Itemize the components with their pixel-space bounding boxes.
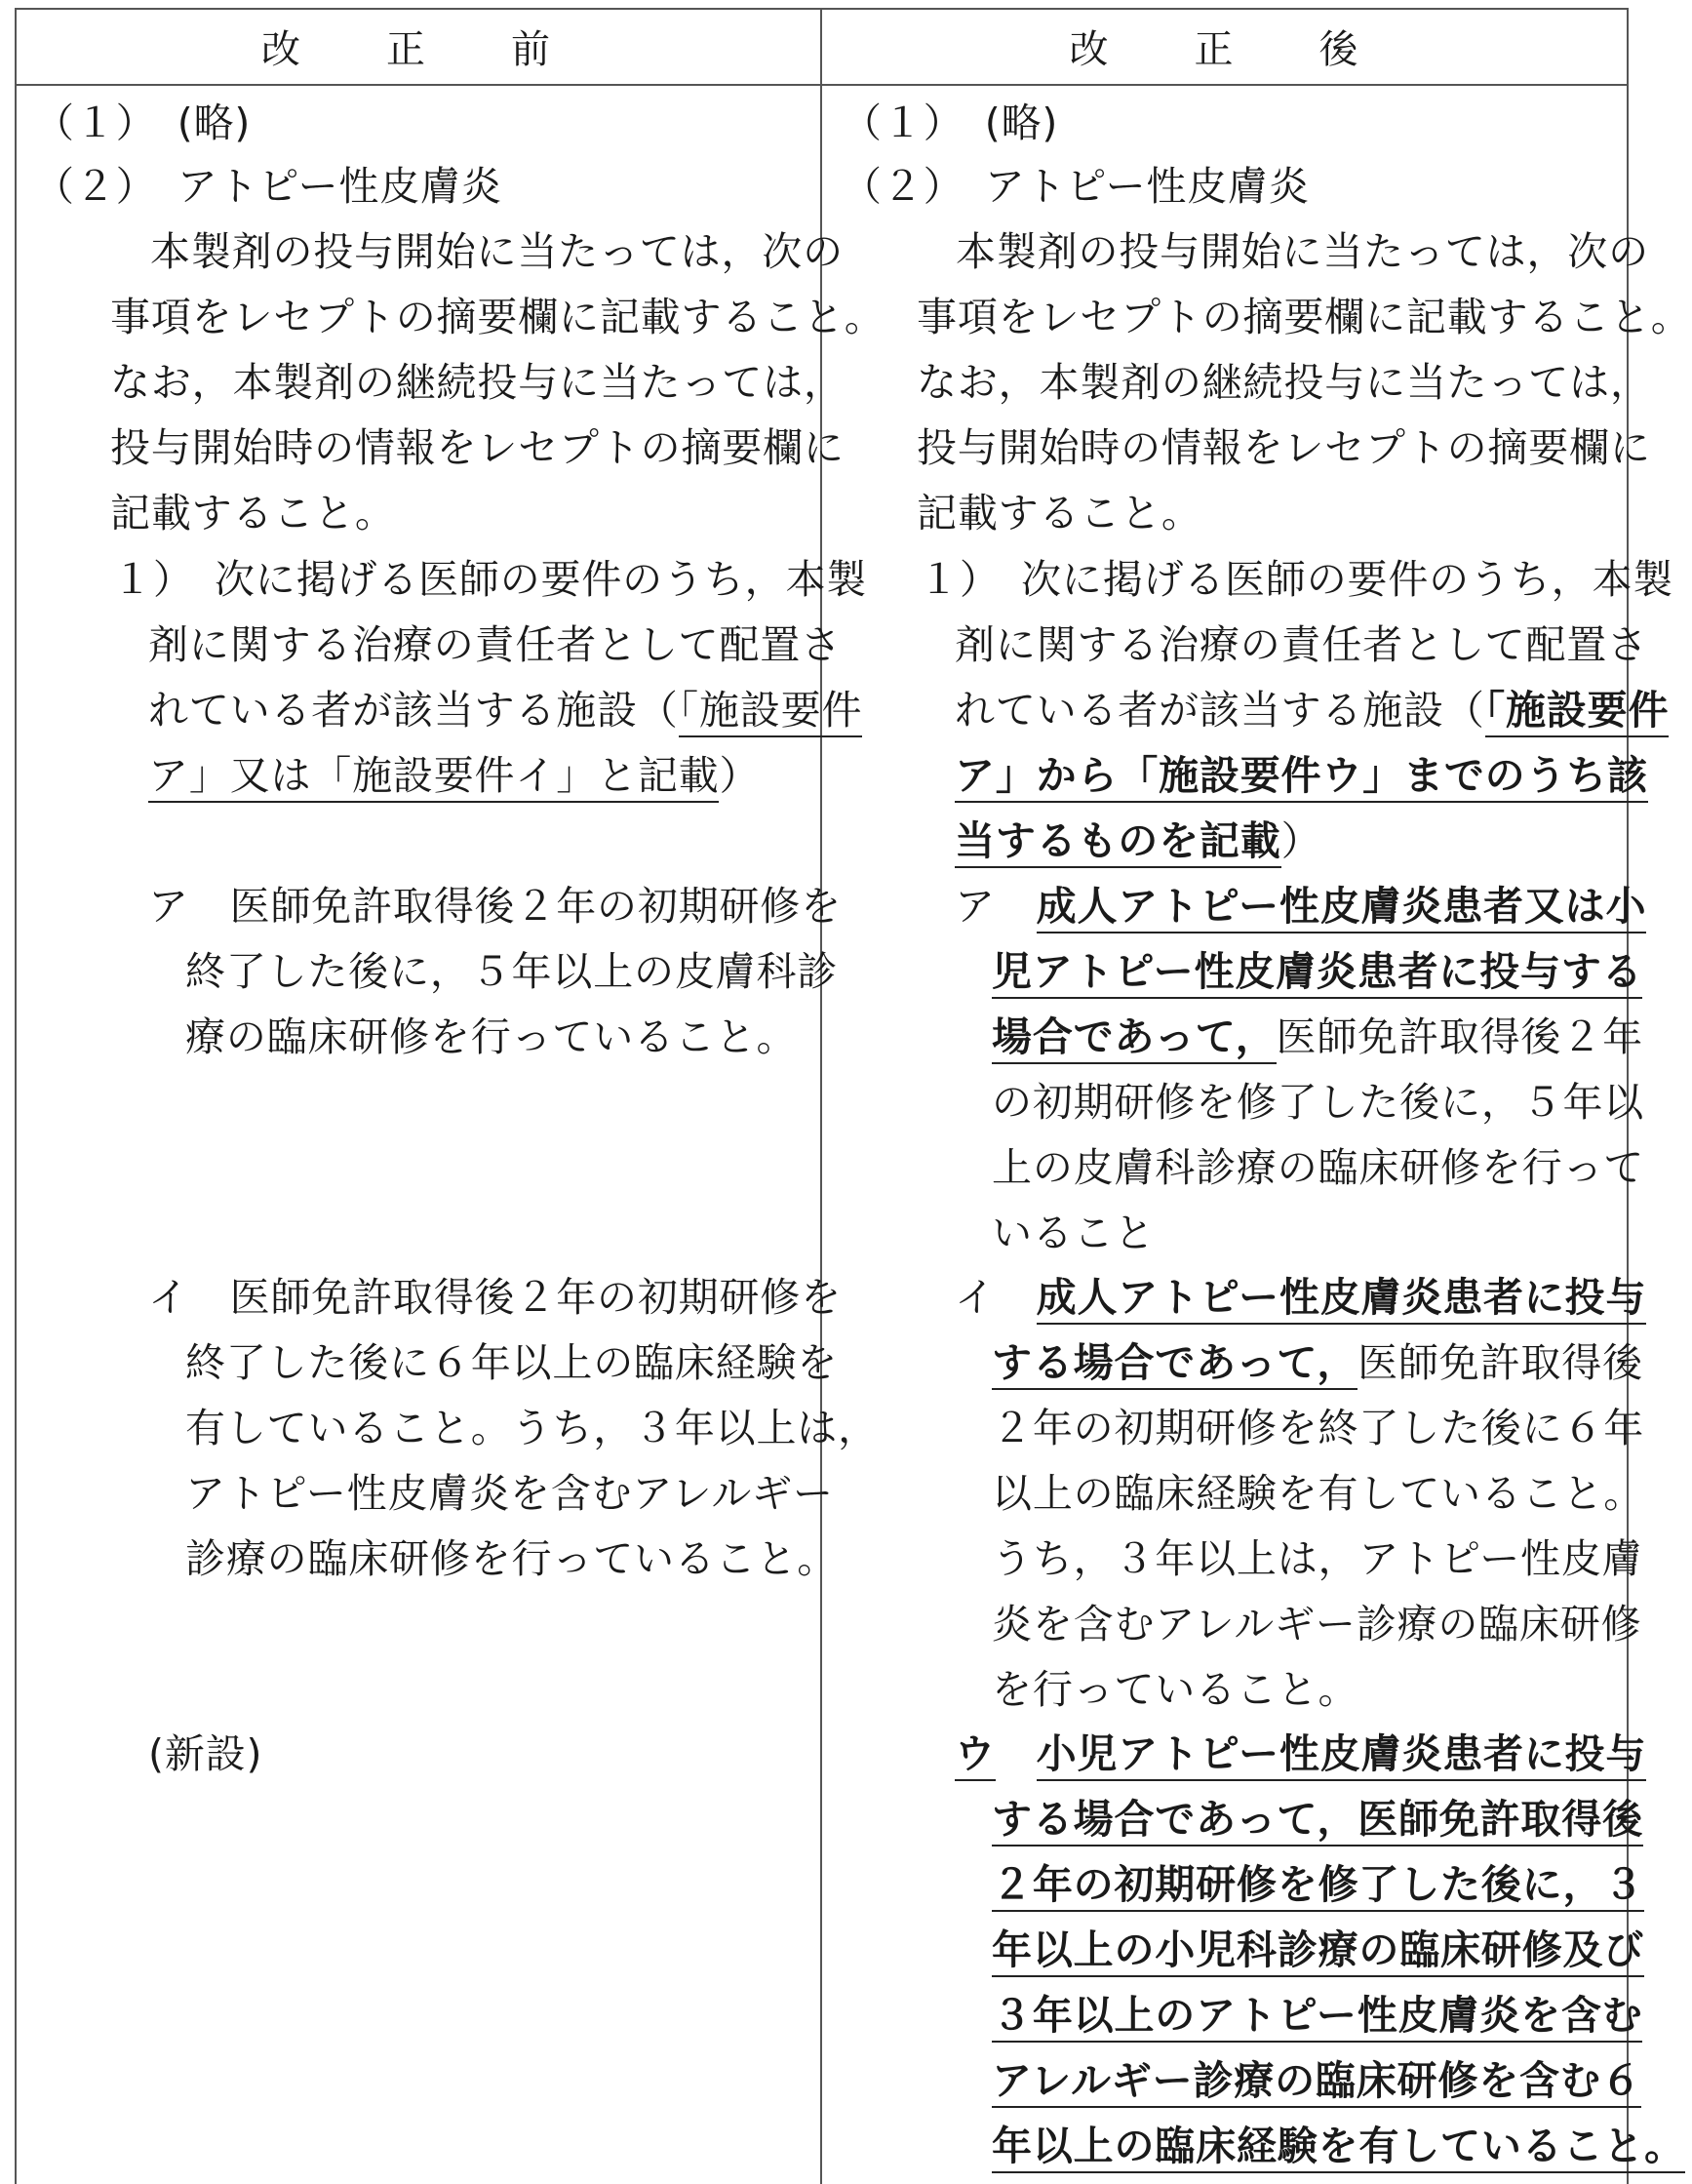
before-new-setting: (新設) bbox=[148, 1730, 263, 1777]
after-sub1-line: 剤に関する治療の責任者として配置さ bbox=[955, 621, 1648, 668]
after-sub1-plain: れている者が該当する施設（ bbox=[955, 687, 1485, 734]
after-sub1-underline: 「施設要件 bbox=[1485, 687, 1670, 737]
after-i-line: を行っていること。 bbox=[992, 1666, 1359, 1713]
after-i-plain: 医師免許取得後 bbox=[1358, 1339, 1643, 1386]
after-intro-line: 本製剤の投与開始に当たっては，次の bbox=[956, 228, 1649, 275]
after-sub1-underline: ア」から「施設要件ウ」までのうち該 bbox=[955, 752, 1648, 803]
before-i-line: イ 医師免許取得後２年の初期研修を bbox=[148, 1274, 842, 1321]
after-a-line: いること bbox=[992, 1210, 1156, 1256]
after-u-line bbox=[992, 1861, 1644, 1908]
after-sub1-line bbox=[955, 687, 1669, 734]
after-u-line bbox=[992, 1992, 1642, 2039]
before-i-line: 診療の臨床研修を行っていること。 bbox=[185, 1535, 839, 1582]
before-item-1: （１） (略) bbox=[34, 99, 252, 146]
before-sub1-line: 剤に関する治療の責任者として配置さ bbox=[148, 621, 842, 668]
after-u-underline: する場合であって，医師免許取得後 bbox=[992, 1796, 1643, 1846]
after-i-line: ２年の初期研修を終了した後に６年 bbox=[992, 1405, 1645, 1451]
after-i-line bbox=[955, 1274, 1646, 1321]
after-sub1-line bbox=[955, 752, 1648, 799]
after-a-underline: 成人アトピー性皮膚炎患者又は小 bbox=[1037, 883, 1647, 933]
after-a-line bbox=[992, 1013, 1643, 1060]
after-u-underline: アレルギー診療の臨床研修を含む６ bbox=[992, 2057, 1641, 2108]
after-sub1-plain: ） bbox=[1280, 817, 1322, 864]
after-i-underline: 成人アトピー性皮膚炎患者に投与 bbox=[1037, 1274, 1647, 1325]
after-intro-line: 投与開始時の情報をレセプトの摘要欄に bbox=[917, 424, 1651, 471]
after-u-underline: 年以上の小児科診療の臨床研修及び bbox=[992, 1926, 1644, 1977]
after-a-underline: 場合であって， bbox=[992, 1013, 1277, 1064]
header-before: 改 正 前 bbox=[261, 26, 573, 72]
after-a-plain: 医師免許取得後２年 bbox=[1276, 1013, 1643, 1060]
after-i-underline: する場合であって， bbox=[992, 1339, 1358, 1390]
after-u-mark: ウ bbox=[955, 1730, 996, 1781]
before-sub1-plain: ） bbox=[719, 752, 761, 799]
after-u-line bbox=[955, 1730, 1646, 1777]
before-sub1-underline: ア」又は「施設要件イ」と記載 bbox=[148, 752, 719, 803]
before-intro-line: 投与開始時の情報をレセプトの摘要欄に bbox=[110, 424, 845, 471]
after-u-underline: 年以上の臨床経験を有していること。 bbox=[992, 2123, 1685, 2173]
before-a-line: 療の臨床研修を行っていること。 bbox=[185, 1013, 798, 1060]
after-u-underline: 小児アトピー性皮膚炎患者に投与 bbox=[1037, 1730, 1647, 1781]
after-intro-line: 事項をレセプトの摘要欄に記載すること。 bbox=[917, 294, 1692, 340]
after-intro-line: なお，本製剤の継続投与に当たっては， bbox=[917, 359, 1651, 406]
before-sub1-line bbox=[148, 687, 862, 734]
after-item-2: （２） アトピー性皮膚炎 bbox=[842, 163, 1310, 210]
before-i-line: 有していること。うち，３年以上は， bbox=[185, 1405, 879, 1451]
after-sub1-underline: 当するものを記載 bbox=[955, 817, 1281, 868]
after-u-underline: ３年以上のアトピー性皮膚炎を含む bbox=[992, 1992, 1642, 2043]
after-a-line: 上の皮膚科診療の臨床研修を行って bbox=[992, 1144, 1645, 1191]
after-u-line bbox=[992, 2057, 1641, 2104]
after-i-line bbox=[992, 1339, 1643, 1386]
header-after: 改 正 後 bbox=[1069, 26, 1382, 72]
header-rule bbox=[15, 84, 1629, 86]
after-a-line bbox=[992, 948, 1642, 995]
after-a-line bbox=[955, 883, 1646, 930]
before-sub1-underline: 「施設要件 bbox=[679, 687, 863, 737]
before-a-line: ア 医師免許取得後２年の初期研修を bbox=[148, 883, 842, 930]
after-sub1-line bbox=[955, 817, 1321, 864]
before-sub1-line bbox=[148, 752, 760, 799]
after-a-line: の初期研修を修了した後に，５年以 bbox=[992, 1079, 1645, 1126]
after-intro-line: 記載すること。 bbox=[917, 490, 1202, 536]
after-i-line: 炎を含むアレルギー診療の臨床研修 bbox=[992, 1601, 1642, 1648]
after-i-line: 以上の臨床経験を有していること。 bbox=[992, 1470, 1645, 1517]
after-sub1-line: １） 次に掲げる医師の要件のうち，本製 bbox=[919, 556, 1674, 603]
after-a-mark: ア bbox=[955, 883, 1037, 930]
before-item-2: （２） アトピー性皮膚炎 bbox=[34, 163, 502, 210]
after-u-line bbox=[992, 1926, 1644, 1973]
after-u-underline: ２年の初期研修を修了した後に，３ bbox=[992, 1861, 1644, 1912]
before-sub1-line: １） 次に掲げる医師の要件のうち，本製 bbox=[112, 556, 868, 603]
after-i-line: うち，３年以上は，アトピー性皮膚 bbox=[992, 1535, 1643, 1582]
before-intro-line: 記載すること。 bbox=[110, 490, 396, 536]
after-item-1: （１） (略) bbox=[842, 99, 1059, 146]
before-intro-line: 事項をレセプトの摘要欄に記載すること。 bbox=[110, 294, 885, 340]
before-sub1-plain: れている者が該当する施設（ bbox=[148, 687, 679, 734]
before-i-line: 終了した後に６年以上の臨床経験を bbox=[185, 1339, 839, 1386]
before-i-line: アトピー性皮膚炎を含むアレルギー bbox=[185, 1470, 834, 1517]
before-intro-line: 本製剤の投与開始に当たっては，次の bbox=[150, 228, 844, 275]
before-intro-line: なお，本製剤の継続投与に当たっては， bbox=[110, 359, 845, 406]
before-a-line: 終了した後に，５年以上の皮膚科診 bbox=[185, 948, 839, 995]
after-u-line bbox=[992, 2123, 1685, 2169]
after-u-line bbox=[992, 1796, 1643, 1843]
after-a-underline: 児アトピー性皮膚炎患者に投与する bbox=[992, 948, 1642, 999]
after-i-mark: イ bbox=[955, 1274, 1037, 1321]
